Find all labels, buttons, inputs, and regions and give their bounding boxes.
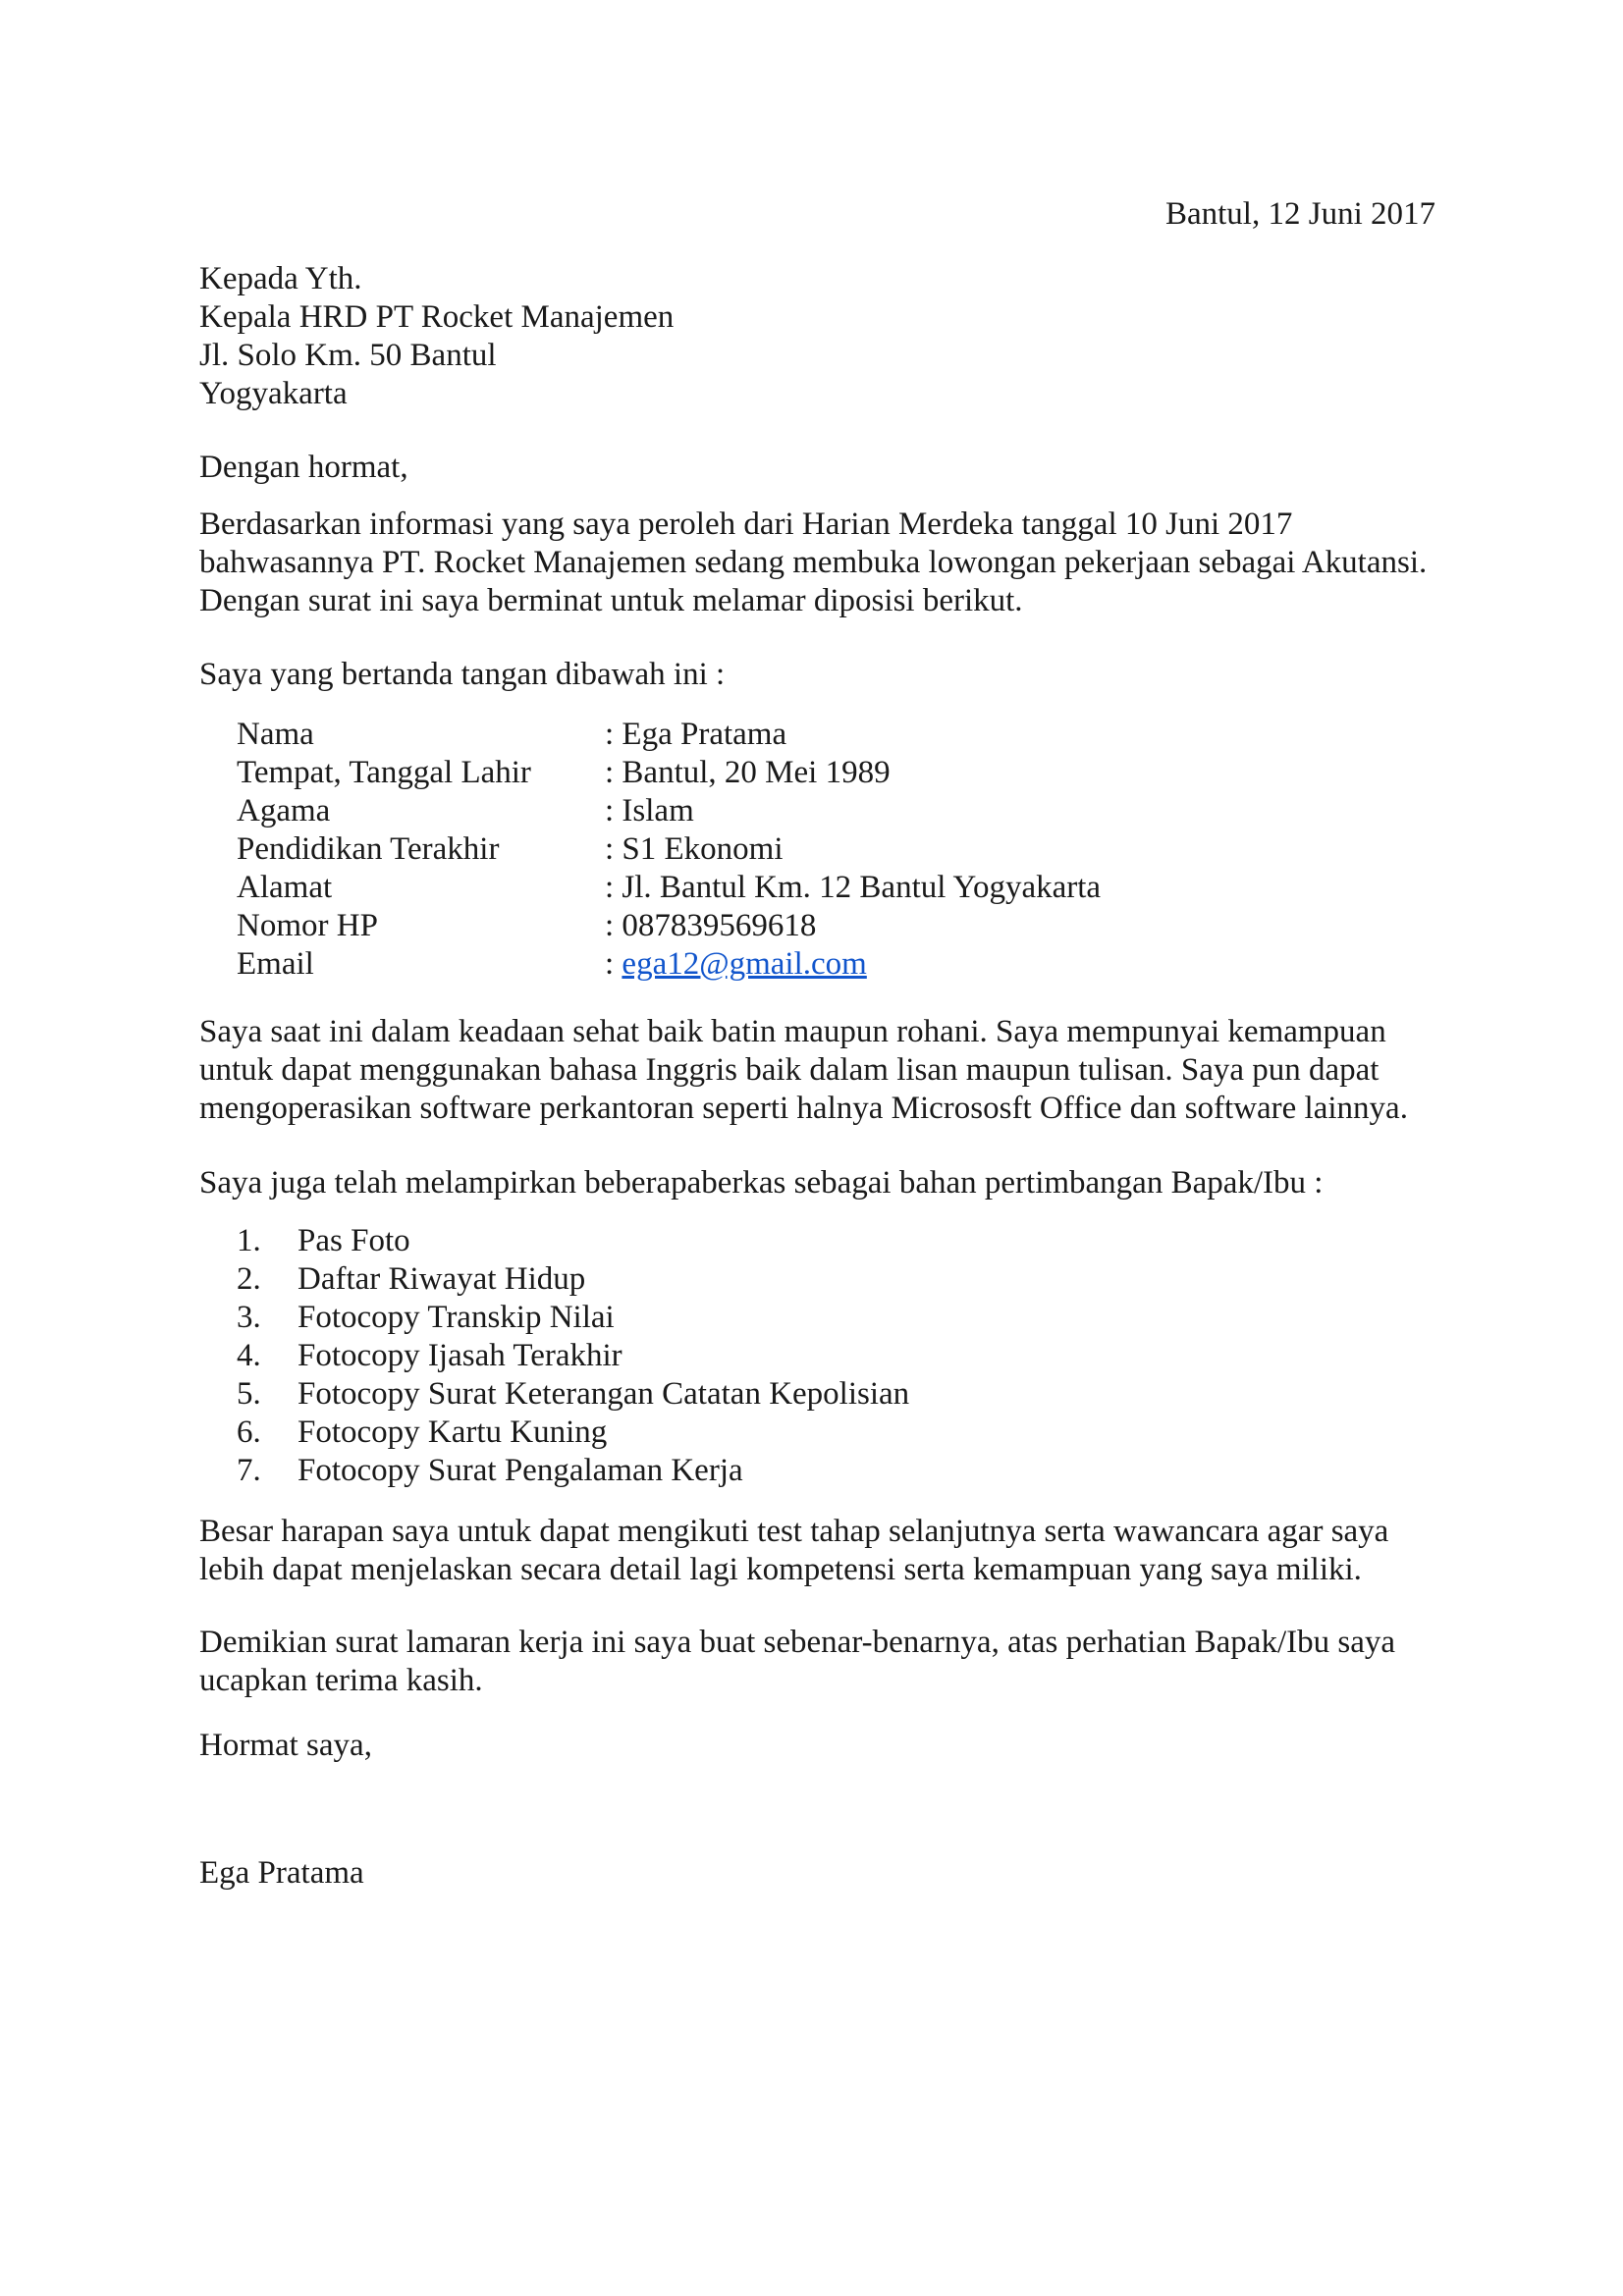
- identity-value-email: [605, 945, 867, 984]
- list-item-number: 7.: [237, 1453, 261, 1488]
- list-item: [237, 1222, 909, 1260]
- identity-row-name: [237, 716, 1101, 754]
- identity-label: Pendidikan Terakhir: [237, 831, 500, 867]
- identity-value: : Ega Pratama: [605, 717, 787, 752]
- list-item-number: 2.: [237, 1261, 261, 1297]
- list-item: [237, 1414, 909, 1452]
- letter-date: Bantul, 12 Juni 2017: [1164, 196, 1435, 232]
- identity-row-education: [237, 830, 1101, 869]
- paragraph-opening: Berdasarkan informasi yang saya peroleh dari Harian Merdeka tanggal 10 Juni 2017 bahwasannya PT. Rocket Manajemen sedang membuka lowongan pekerjaan sebagai Akutansi. Dengan surat ini saya berminat untuk melamar diposisi berikut.: [199, 507, 1428, 618]
- list-item: [237, 1299, 909, 1337]
- identity-table: [237, 716, 1101, 984]
- identity-row-religion: [237, 792, 1101, 830]
- signature-name: Ega Pratama: [199, 1855, 364, 1891]
- identity-row-email: [237, 945, 1101, 984]
- list-item-text: Fotocopy Surat Keterangan Catatan Kepolisian: [298, 1376, 910, 1412]
- list-item: [237, 1452, 909, 1490]
- paragraph-closing-statement: Demikian surat lamaran kerja ini saya buat sebenar-benarnya, atas perhatian Bapak/Ibu saya ucapkan terima kasih.: [199, 1625, 1395, 1698]
- identity-value: : 087839569618: [605, 908, 817, 943]
- list-item: [237, 1375, 909, 1414]
- list-item-text: Fotocopy Transkip Nilai: [298, 1300, 615, 1335]
- list-item-text: Fotocopy Surat Pengalaman Kerja: [298, 1453, 743, 1488]
- identity-value: : S1 Ekonomi: [605, 831, 784, 867]
- paragraph-skills: Saya saat ini dalam keadaan sehat baik batin maupun rohani. Saya mempunyai kemampuan untuk dapat menggunakan bahasa Inggris baik dalam lisan maupun tulisan. Saya pun dapat mengoperasikan software perkantoran seperti halnya Micrososft Office dan software lainnya.: [199, 1014, 1408, 1126]
- list-item-number: 1.: [237, 1223, 261, 1258]
- list-item-number: 6.: [237, 1415, 261, 1450]
- identity-intro: Saya yang bertanda tangan dibawah ini :: [199, 657, 726, 692]
- list-item-text: Fotocopy Ijasah Terakhir: [298, 1338, 622, 1373]
- identity-value: : Islam: [605, 793, 694, 828]
- identity-label: Email: [237, 946, 314, 982]
- closing-salutation: Hormat saya,: [199, 1728, 372, 1763]
- attachment-list: [237, 1222, 909, 1490]
- list-item-number: 4.: [237, 1338, 261, 1373]
- list-item-number: 3.: [237, 1300, 261, 1335]
- identity-label: Nomor HP: [237, 908, 378, 943]
- list-item-text: Fotocopy Kartu Kuning: [298, 1415, 608, 1450]
- identity-value: : Jl. Bantul Km. 12 Bantul Yogyakarta: [605, 870, 1102, 905]
- greeting: Dengan hormat,: [199, 450, 408, 485]
- list-item: [237, 1337, 909, 1375]
- recipient-line: Kepada Yth.: [199, 261, 362, 296]
- recipient-line: Jl. Solo Km. 50 Bantul: [199, 338, 497, 373]
- paragraph-attachments-intro: Saya juga telah melampirkan beberapaberkas sebagai bahan pertimbangan Bapak/Ibu :: [199, 1165, 1324, 1201]
- email-link[interactable]: ega12@gmail.com: [622, 946, 867, 982]
- identity-row-birth: [237, 754, 1101, 792]
- identity-label: Alamat: [237, 870, 333, 905]
- identity-row-phone: [237, 907, 1101, 945]
- recipient-line: Yogyakarta: [199, 376, 348, 411]
- recipient-address: [199, 260, 1436, 413]
- recipient-line: Kepala HRD PT Rocket Manajemen: [199, 299, 675, 335]
- list-item-number: 5.: [237, 1376, 261, 1412]
- list-item: [237, 1260, 909, 1299]
- identity-value: : Bantul, 20 Mei 1989: [605, 755, 891, 790]
- identity-row-address: [237, 869, 1101, 907]
- list-item-text: Daftar Riwayat Hidup: [298, 1261, 586, 1297]
- paragraph-hope: Besar harapan saya untuk dapat mengikuti test tahap selanjutnya serta wawancara agar saya lebih dapat menjelaskan secara detail lagi kompetensi serta kemampuan yang saya miliki.: [199, 1514, 1389, 1587]
- identity-label: Nama: [237, 717, 314, 752]
- email-prefix: :: [605, 946, 622, 982]
- identity-label: Agama: [237, 793, 331, 828]
- list-item-text: Pas Foto: [298, 1223, 410, 1258]
- identity-label: Tempat, Tanggal Lahir: [237, 755, 531, 790]
